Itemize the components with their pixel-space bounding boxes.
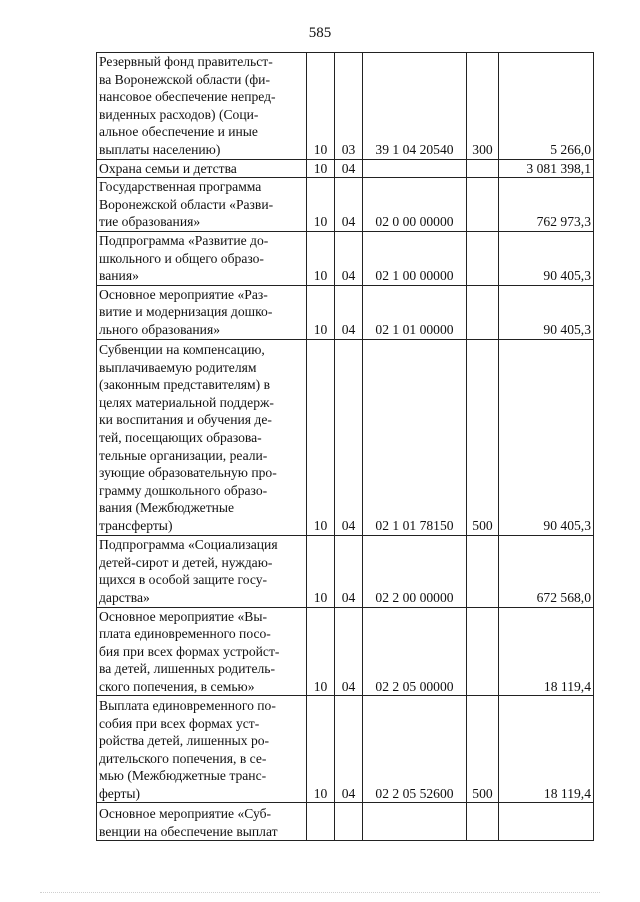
- row-subsection-code: 04: [335, 231, 363, 285]
- row-name: Субвенции на компенсацию, выплачиваемую родителям (законным представителям) в целях материальной поддерж- ки воспитания и обучения де- тей, посещающих образова- тельные организации, реали- зующие образовательную про- грамму дошкольного образо- вания (Межбюджетные трансферты): [97, 339, 307, 535]
- row-subsection-code: [335, 803, 363, 841]
- row-section-code: [307, 803, 335, 841]
- row-target-code: 02 1 00 00000: [363, 231, 467, 285]
- row-target-code: [363, 159, 467, 178]
- row-subsection-code: 04: [335, 159, 363, 178]
- table-row: [97, 285, 594, 339]
- row-target-code: 02 2 05 52600: [363, 696, 467, 803]
- row-target-code: 39 1 04 20540: [363, 53, 467, 160]
- budget-table: [96, 52, 594, 841]
- row-name: Подпрограмма «Социализация детей-сирот и детей, нуждаю- щихся в особой защите госу- дарства»: [97, 535, 307, 607]
- row-name: Резервный фонд правительст- ва Воронежской области (фи- нансовое обеспечение непред- виденных расходов) (Соци- альное обеспечение и иные выплаты населению): [97, 53, 307, 160]
- row-amount: 672 568,0: [499, 535, 594, 607]
- table-row: [97, 178, 594, 232]
- row-name: Основное мероприятие «Раз- витие и модернизация дошко- льного образования»: [97, 285, 307, 339]
- row-amount: 90 405,3: [499, 339, 594, 535]
- row-amount: 18 119,4: [499, 607, 594, 696]
- row-subsection-code: 04: [335, 178, 363, 232]
- row-expense-type-code: [467, 607, 499, 696]
- row-expense-type-code: [467, 159, 499, 178]
- table-row: [97, 607, 594, 696]
- row-expense-type-code: [467, 231, 499, 285]
- row-section-code: 10: [307, 607, 335, 696]
- row-target-code: 02 0 00 00000: [363, 178, 467, 232]
- row-target-code: 02 1 01 78150: [363, 339, 467, 535]
- row-amount: 3 081 398,1: [499, 159, 594, 178]
- row-section-code: 10: [307, 178, 335, 232]
- row-section-code: 10: [307, 159, 335, 178]
- row-name: Основное мероприятие «Вы- плата единовременного посо- бия при всех формах устройст- ва детей, лишенных родитель- ского попечения, в семью»: [97, 607, 307, 696]
- row-section-code: 10: [307, 53, 335, 160]
- table-row: [97, 339, 594, 535]
- budget-table-body: [97, 53, 594, 841]
- row-amount: 18 119,4: [499, 696, 594, 803]
- table-row: [97, 231, 594, 285]
- row-expense-type-code: [467, 285, 499, 339]
- row-target-code: 02 2 00 00000: [363, 535, 467, 607]
- row-amount: 90 405,3: [499, 231, 594, 285]
- row-target-code: [363, 803, 467, 841]
- row-subsection-code: 04: [335, 607, 363, 696]
- row-subsection-code: 03: [335, 53, 363, 160]
- row-expense-type-code: [467, 535, 499, 607]
- row-expense-type-code: 500: [467, 339, 499, 535]
- row-target-code: 02 2 05 00000: [363, 607, 467, 696]
- row-amount: 90 405,3: [499, 285, 594, 339]
- row-section-code: 10: [307, 231, 335, 285]
- row-section-code: 10: [307, 535, 335, 607]
- row-name: Государственная программа Воронежской области «Разви- тие образования»: [97, 178, 307, 232]
- table-row: [97, 53, 594, 160]
- row-section-code: 10: [307, 339, 335, 535]
- row-name: Охрана семьи и детства: [97, 159, 307, 178]
- row-expense-type-code: [467, 803, 499, 841]
- table-row: [97, 803, 594, 841]
- table-row: [97, 696, 594, 803]
- row-amount: [499, 803, 594, 841]
- row-subsection-code: 04: [335, 696, 363, 803]
- row-target-code: 02 1 01 00000: [363, 285, 467, 339]
- row-subsection-code: 04: [335, 339, 363, 535]
- table-row: [97, 535, 594, 607]
- row-subsection-code: 04: [335, 535, 363, 607]
- row-expense-type-code: [467, 178, 499, 232]
- row-section-code: 10: [307, 696, 335, 803]
- row-amount: 5 266,0: [499, 53, 594, 160]
- row-expense-type-code: 300: [467, 53, 499, 160]
- page-number: 585: [308, 25, 332, 41]
- row-amount: 762 973,3: [499, 178, 594, 232]
- row-name: Основное мероприятие «Суб- венции на обеспечение выплат: [97, 803, 307, 841]
- table-row: [97, 159, 594, 178]
- scan-edge-divider: [40, 892, 600, 893]
- row-expense-type-code: 500: [467, 696, 499, 803]
- row-subsection-code: 04: [335, 285, 363, 339]
- row-section-code: 10: [307, 285, 335, 339]
- row-name: Выплата единовременного по- собия при всех формах уст- ройства детей, лишенных ро- дительского попечения, в се- мью (Межбюджетные транс- ферты): [97, 696, 307, 803]
- row-name: Подпрограмма «Развитие до- школьного и общего образо- вания»: [97, 231, 307, 285]
